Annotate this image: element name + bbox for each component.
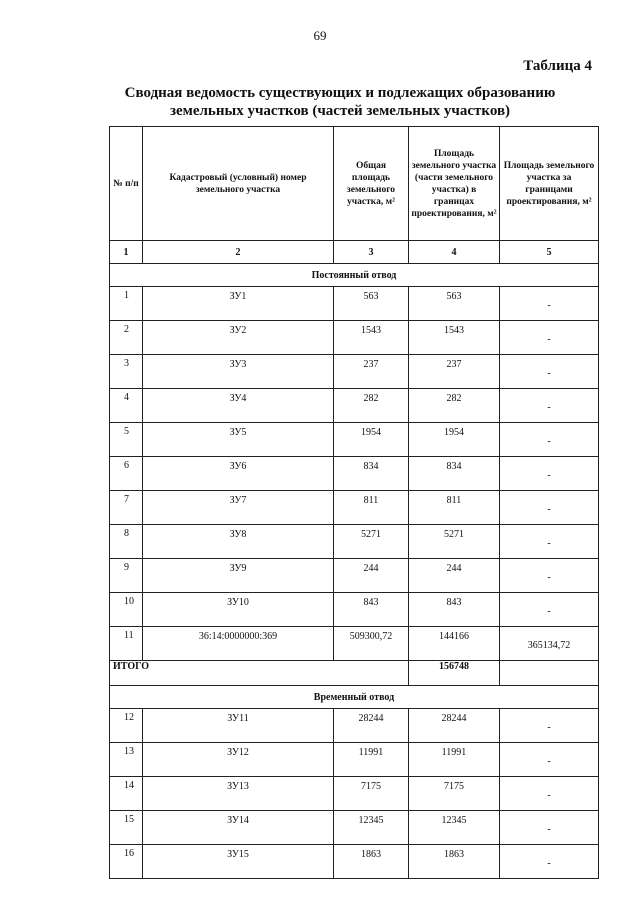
- area-outside-cell: -: [500, 525, 599, 559]
- area-inside-cell: 1954: [409, 423, 500, 457]
- cadastral-number-cell: ЗУ2: [143, 321, 334, 355]
- cadastral-number-cell: ЗУ6: [143, 457, 334, 491]
- header-area-inside: Площадь земельного участка (части земельного участка) в границах проектирования, м²: [409, 127, 500, 241]
- title-line-2: земельных участков (частей земельных участков): [169, 103, 511, 119]
- table-row: [110, 355, 599, 389]
- area-outside-cell: -: [500, 355, 599, 389]
- row-number-cell: 16: [110, 845, 143, 879]
- area-outside-cell: -: [500, 389, 599, 423]
- cadastral-number-cell: ЗУ5: [143, 423, 334, 457]
- table-label: Таблица 4: [523, 58, 592, 74]
- area-inside-cell: 28244: [409, 709, 500, 743]
- area-outside-cell: -: [500, 743, 599, 777]
- area-inside-cell: 12345: [409, 811, 500, 845]
- column-number: 3: [334, 241, 409, 264]
- table-row: [110, 457, 599, 491]
- column-number-row: [110, 241, 599, 264]
- header-cadastral-number: Кадастровый (условный) номер земельного участка: [143, 127, 334, 241]
- cadastral-number-cell: ЗУ10: [143, 593, 334, 627]
- total-area-cell: 834: [334, 457, 409, 491]
- cadastral-number-cell: ЗУ15: [143, 845, 334, 879]
- total-area-cell: 563: [334, 287, 409, 321]
- area-outside-cell: -: [500, 811, 599, 845]
- area-inside-cell: 7175: [409, 777, 500, 811]
- table-row: [110, 627, 599, 661]
- area-outside-cell: -: [500, 709, 599, 743]
- area-outside-cell: -: [500, 845, 599, 879]
- table-row: [110, 321, 599, 355]
- cadastral-number-cell: ЗУ3: [143, 355, 334, 389]
- total-row: [110, 661, 599, 686]
- cadastral-number-cell: ЗУ8: [143, 525, 334, 559]
- row-number-cell: 9: [110, 559, 143, 593]
- area-outside-cell: -: [500, 457, 599, 491]
- area-outside-cell: -: [500, 321, 599, 355]
- row-number-cell: 15: [110, 811, 143, 845]
- area-inside-cell: 811: [409, 491, 500, 525]
- area-inside-cell: 843: [409, 593, 500, 627]
- table-row: [110, 845, 599, 879]
- area-inside-cell: 144166: [409, 627, 500, 661]
- table-row: [110, 491, 599, 525]
- total-area-cell: 28244: [334, 709, 409, 743]
- section-temporary-label: Временный отвод: [110, 686, 599, 709]
- total-area-cell: 811: [334, 491, 409, 525]
- total-area-cell: 1543: [334, 321, 409, 355]
- table-row: [110, 593, 599, 627]
- area-outside-cell: -: [500, 777, 599, 811]
- row-number-cell: 7: [110, 491, 143, 525]
- cadastral-number-cell: ЗУ12: [143, 743, 334, 777]
- cadastral-number-cell: ЗУ11: [143, 709, 334, 743]
- table-row: [110, 777, 599, 811]
- total-area-cell: 12345: [334, 811, 409, 845]
- page-number: 69: [313, 28, 327, 43]
- cadastral-number-cell: ЗУ13: [143, 777, 334, 811]
- column-number: 5: [500, 241, 599, 264]
- row-number-cell: 4: [110, 389, 143, 423]
- header-row: [110, 127, 599, 241]
- row-number-cell: 6: [110, 457, 143, 491]
- column-number: 2: [143, 241, 334, 264]
- total-label: ИТОГО: [110, 661, 409, 686]
- total-area-cell: 244: [334, 559, 409, 593]
- total-area-cell: 7175: [334, 777, 409, 811]
- table-row: [110, 811, 599, 845]
- table-row: [110, 525, 599, 559]
- title-line-1: Сводная ведомость существующих и подлежащих образованию: [124, 85, 556, 101]
- area-outside-cell: -: [500, 491, 599, 525]
- header-number: № п/п: [110, 127, 143, 241]
- area-outside-cell: -: [500, 593, 599, 627]
- area-inside-cell: 1863: [409, 845, 500, 879]
- area-outside-cell: -: [500, 423, 599, 457]
- area-inside-cell: 11991: [409, 743, 500, 777]
- table-row: [110, 287, 599, 321]
- total-area-cell: 1863: [334, 845, 409, 879]
- area-outside-cell: -: [500, 287, 599, 321]
- total-area-cell: 843: [334, 593, 409, 627]
- cadastral-number-cell: ЗУ1: [143, 287, 334, 321]
- column-number: 4: [409, 241, 500, 264]
- cadastral-number-cell: ЗУ4: [143, 389, 334, 423]
- area-inside-cell: 563: [409, 287, 500, 321]
- area-outside-cell: 365134,72: [500, 627, 599, 661]
- cadastral-number-cell: 36:14:0000000:369: [143, 627, 334, 661]
- row-number-cell: 11: [110, 627, 143, 661]
- table-row: [110, 709, 599, 743]
- row-number-cell: 1: [110, 287, 143, 321]
- row-number-cell: 5: [110, 423, 143, 457]
- cadastral-number-cell: ЗУ9: [143, 559, 334, 593]
- cadastral-number-cell: ЗУ14: [143, 811, 334, 845]
- section-permanent: [110, 264, 599, 287]
- header-total-area: Общая площадь земельного участка, м²: [334, 127, 409, 241]
- table-row: [110, 423, 599, 457]
- row-number-cell: 12: [110, 709, 143, 743]
- row-number-cell: 13: [110, 743, 143, 777]
- header-area-outside: Площадь земельного участка за границами проектирования, м²: [500, 127, 599, 241]
- area-inside-cell: 5271: [409, 525, 500, 559]
- area-inside-cell: 834: [409, 457, 500, 491]
- total-area-cell: 1954: [334, 423, 409, 457]
- row-number-cell: 8: [110, 525, 143, 559]
- area-inside-cell: 237: [409, 355, 500, 389]
- row-number-cell: 2: [110, 321, 143, 355]
- document-title: [100, 84, 580, 120]
- total-value: 156748: [409, 661, 500, 686]
- total-empty-cell: [500, 661, 599, 686]
- table-row: [110, 743, 599, 777]
- section-temporary: [110, 686, 599, 709]
- cadastral-number-cell: ЗУ7: [143, 491, 334, 525]
- row-number-cell: 10: [110, 593, 143, 627]
- total-area-cell: 11991: [334, 743, 409, 777]
- column-number: 1: [110, 241, 143, 264]
- area-inside-cell: 282: [409, 389, 500, 423]
- row-number-cell: 3: [110, 355, 143, 389]
- section-permanent-label: Постоянный отвод: [110, 264, 599, 287]
- row-number-cell: 14: [110, 777, 143, 811]
- land-plot-table: [109, 126, 599, 879]
- total-area-cell: 237: [334, 355, 409, 389]
- total-area-cell: 282: [334, 389, 409, 423]
- total-area-cell: 5271: [334, 525, 409, 559]
- total-area-cell: 509300,72: [334, 627, 409, 661]
- area-outside-cell: -: [500, 559, 599, 593]
- area-inside-cell: 244: [409, 559, 500, 593]
- table-row: [110, 389, 599, 423]
- area-inside-cell: 1543: [409, 321, 500, 355]
- table-row: [110, 559, 599, 593]
